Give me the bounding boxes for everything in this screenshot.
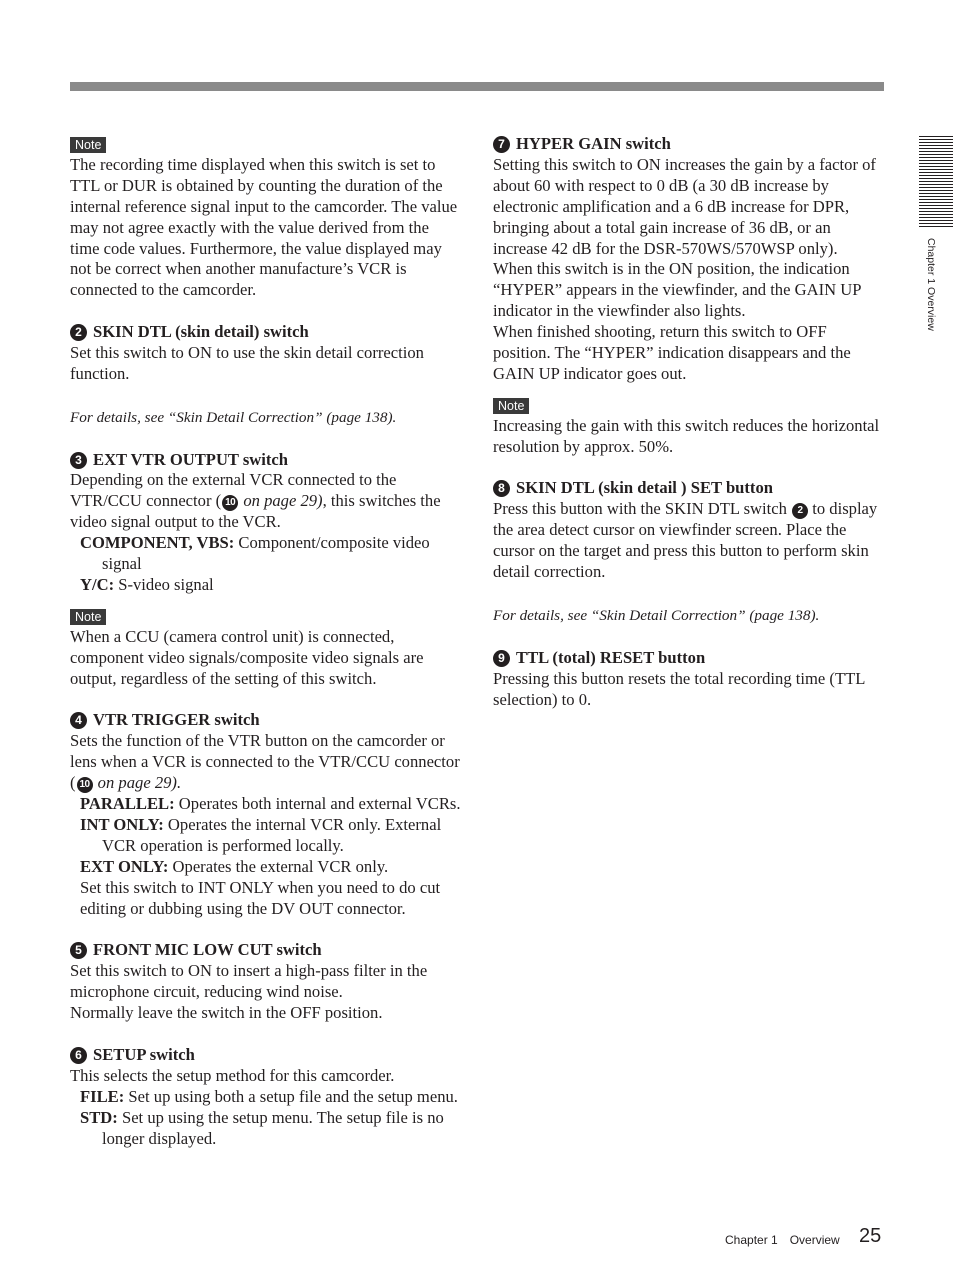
left-column [70,134,462,1149]
section-text: Pressing this button resets the total recording time (TTL selection) to 0. [493,668,865,709]
section-text: When finished shooting, return this switch to OFF position. The “HYPER” indication disappears and the GAIN UP indicator goes out. [493,322,851,383]
section-heading-skin-dtl: 2 SKIN DTL (skin detail) switch [70,322,462,343]
number-4-icon: 4 [70,712,87,729]
note-text: When a CCU (camera control unit) is connected, component video signals/composite video signals are output, regardless of the setting of this switch. [70,626,424,688]
number-10-icon: 10 [77,777,93,793]
option-item: Y/C: S-video signal [80,574,214,594]
option-item: PARALLEL: Operates both internal and external VCRs. [80,794,461,814]
number-8-icon: 8 [493,480,510,497]
section-heading-hyper-gain: 7 HYPER GAIN switch [493,134,885,155]
section-text: This selects the setup method for this camcorder. [70,1065,395,1085]
section-text: Set this switch to ON to use the skin detail correction function. [70,343,424,383]
number-6-icon: 6 [70,1047,87,1064]
number-5-icon: 5 [70,942,87,959]
section-heading-vtr-trigger: 4 VTR TRIGGER switch [70,710,462,731]
footer-chapter-label: Chapter 1 Overview [725,1233,840,1247]
page-number: 25 [859,1225,882,1247]
note-text: Increasing the gain with this switch reduces the horizontal resolution by approx. 50%. [493,415,880,456]
section-heading-front-mic-low-cut: 5 FRONT MIC LOW CUT switch [70,940,462,961]
section-text: Set this switch to ON to insert a high-pass filter in the microphone circuit, reducing wind noise. [70,961,428,1002]
note-text: The recording time displayed when this switch is set to TTL or DUR is obtained by counting the duration of the internal reference signal input to the camcorder. The value may not agree exactly with the value derived from the time code values. Furthermore, the value displayed may not be correct when another manufacture’s VCR is connected to the camcorder. [70,154,458,300]
number-2-icon: 2 [70,324,87,341]
section-text: When this switch is in the ON position, the indication “HYPER” appears in the viewfinder, and the GAIN UP indicator in the viewfinder also lights. [493,259,861,321]
section-heading-ttl-reset: 9 TTL (total) RESET button [493,648,885,669]
section-text: Normally leave the switch in the OFF position. [70,1003,383,1023]
section-text: Press this button with the SKIN DTL switch 2 to display the area detect cursor on viewfinder screen. Place the cursor on the target and press this button to perform skin detail correction. [493,499,878,582]
number-3-icon: 3 [70,452,87,469]
number-2-icon: 2 [792,503,808,519]
section-text: Set this switch to INT ONLY when you need to do cut editing or dubbing using the DV OUT connector. [80,877,441,918]
header-rule [70,82,884,91]
option-item: EXT ONLY: Operates the external VCR only. [80,856,389,876]
chapter-tab-label: Chapter 1 Overview [925,238,937,331]
number-10-icon: 10 [222,495,238,511]
note-label: Note [70,609,106,625]
cross-reference: For details, see “Skin Detail Correction” (page 138). [493,606,820,624]
option-item: FILE: Set up using both a setup file and the setup menu. [80,1086,458,1106]
option-item: INT ONLY: Operates the internal VCR only. External VCR operation is performed locally. [80,814,442,855]
note-label: Note [70,137,106,153]
section-text: Setting this switch to ON increases the gain by a factor of about 60 with respect to 0 dB (a 30 dB increase by electronic amplification and a 6 dB increase for DPR, bringing about a total gain increase of 36 dB, or an increase 42 dB for the DSR-570WS/570WSP only). [493,154,876,258]
number-7-icon: 7 [493,136,510,153]
section-text: Depending on the external VCR connected to the VTR/CCU connector ( 10 on page 29), this switches the video signal output to the VCR. [70,470,441,532]
section-heading-setup: 6 SETUP switch [70,1045,462,1066]
section-text: Sets the function of the VTR button on the camcorder or lens when a VCR is connected to the VTR/CCU connector ( 10 on page 29). [70,731,460,793]
number-9-icon: 9 [493,650,510,667]
section-heading-ext-vtr-output: 3 EXT VTR OUTPUT switch [70,450,462,471]
right-column [493,134,885,710]
option-item: COMPONENT, VBS: Component/composite video signal [80,533,430,574]
chapter-tab-marker [919,136,953,228]
section-heading-skin-dtl-set: 8 SKIN DTL (skin detail ) SET button [493,478,885,499]
option-item: STD: Set up using the setup menu. The setup file is no longer displayed. [80,1107,444,1148]
cross-reference: For details, see “Skin Detail Correction” (page 138). [70,408,397,426]
note-label: Note [493,398,529,414]
